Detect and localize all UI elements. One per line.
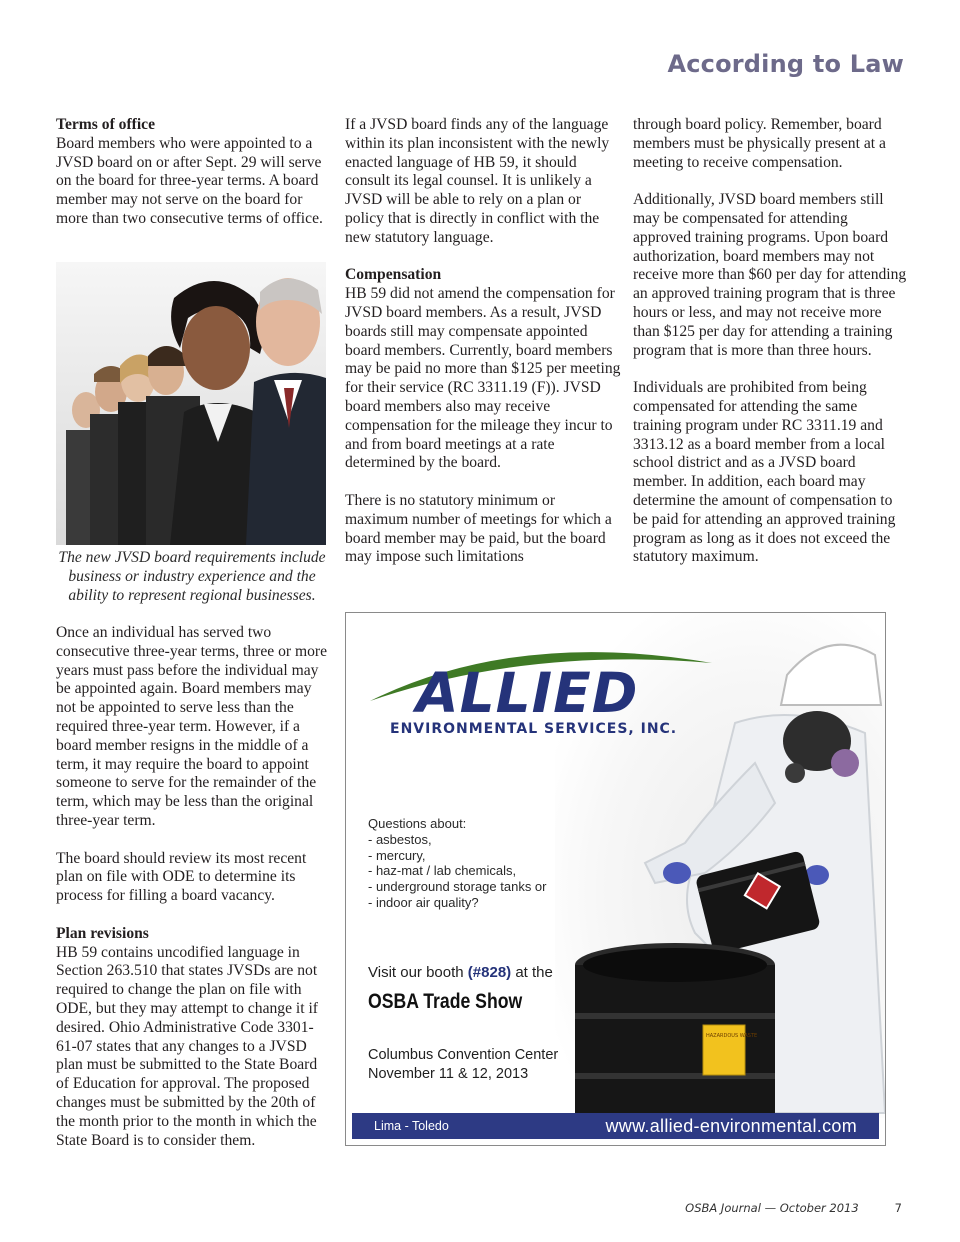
drum-label-text: HAZARDOUS WASTE [706,1033,758,1039]
question-item: - indoor air quality? [368,894,479,910]
heading-plan-revisions: Plan revisions [56,924,149,942]
website-link[interactable]: www.allied-environmental.com [605,1115,857,1136]
paragraph-prohibited: Individuals are prohibited from being compensated for attending the same training program under RC 3311.19 and 3313.12 as a board member from a local school district and as a JVSD board member. In addition, each board may determine the amount of compensation to be paid for attending an approved training program as long as it does not exceed the statutory maximum. [633,379,896,566]
board-members-photo [56,262,326,545]
paragraph-minimum: There is no statutory minimum or maximum number of meetings for which a board member may be paid, but the board may impose such limitations [345,491,612,566]
ad-questions [368,816,547,911]
section-title: According to Law [667,50,904,78]
paragraph-review: The board should review its most recent plan on file with ODE to determine its process for filling a board vacancy. [56,849,307,905]
column-2 [345,116,621,586]
question-item: - underground storage tanks or [368,879,547,895]
journal-issue: OSBA Journal — October 2013 [685,1201,859,1215]
paragraph-policy: through board policy. Remember, board members must be physically present at a meeting to receive compensation. [633,116,886,171]
paragraph-plan: HB 59 contains uncodified language in Section 263.510 that states JVSDs are not required to change the plan on file with ODE, but they may attempt to change it if desired. Ohio Administrative Code 3301-61-07 states that any changes to a JVSD plan must be submitted to the State Board of Education for approval. The proposed changes must be submitted by the 20th of the month prior to the month in which the State Board is to consider them. [56,943,318,1149]
venue-name: Columbus Convention Center [368,1047,559,1063]
venue-info [368,1046,558,1084]
people-in-row-illustration [56,262,326,545]
photo-caption: The new JVSD board requirements include business or industry experience and the ability to represent regional businesses. [58,549,326,604]
paragraph-if: If a JVSD board finds any of the language within its plan inconsistent with the newly enacted language of HB 59, it should consult its legal counsel. It is unlikely a JVSD will be able to rely on a plan or policy that is directly in conflict with the new statutory language. [345,116,610,246]
paragraph-training: Additionally, JVSD board members still may be compensated for attending approved training programs. Upon board authorization, board members may not receive more than $60 per day for attending an approved training program that is three hours or less, and may not receive more than $125 per day for attending a training program that is more than three hours. [633,191,907,359]
ad-footer-bar [352,1113,879,1139]
allied-advertisement[interactable] [345,612,886,1146]
paragraph-once: Once an individual has served two consecutive three-year terms, three or more years must pass before the individual may be appointed again. Board members may not be appointed to serve less than the required three-year term. However, if a board member resigns in the middle of a term, it may require the board to appoint someone to serve for the remainder of the term, which may be less than the original three-year term. [56,624,328,829]
questions-title: Questions about: [368,816,467,831]
paragraph-compensation: HB 59 did not amend the compensation for JVSD board members. As a result, JVSD boards still may compensate appointed board members. Currently, board members may be paid no more than $125 per meeting for their service (RC 3311.19 (F)). JVSD board members also may receive compensation for the mileage they incur to and from board meetings at a rate determined by the board. [345,285,621,472]
booth-number: (#828) [467,964,512,981]
office-cities: Lima - Toledo [374,1119,449,1133]
allied-tagline: ENVIRONMENTAL SERVICES, INC. [390,721,678,737]
allied-logo-text: ALLIED [416,661,639,725]
visit-suffix: at the [511,964,553,981]
heading-terms-of-office: Terms of office [56,116,156,133]
trade-show-name: OSBA Trade Show [368,990,523,1013]
page-number: 7 [894,1201,902,1215]
question-item: - mercury, [368,847,426,863]
column-1-top [56,116,328,248]
visit-prefix: Visit our booth [368,964,468,981]
visit-booth-line [368,964,553,981]
event-dates: November 11 & 12, 2013 [368,1066,529,1082]
column-1-bottom [56,624,328,1169]
heading-compensation: Compensation [345,266,442,284]
page-footer [685,1201,902,1215]
paragraph-terms: Board members who were appointed to a JVSD board on or after Sept. 29 will serve on the board for three-year terms. A board member may not serve on the board for more than two consecutive terms of office. [56,134,323,227]
question-item: - haz-mat / lab chemicals, [368,863,517,879]
question-item: - asbestos, [368,831,432,847]
column-3 [633,116,909,586]
